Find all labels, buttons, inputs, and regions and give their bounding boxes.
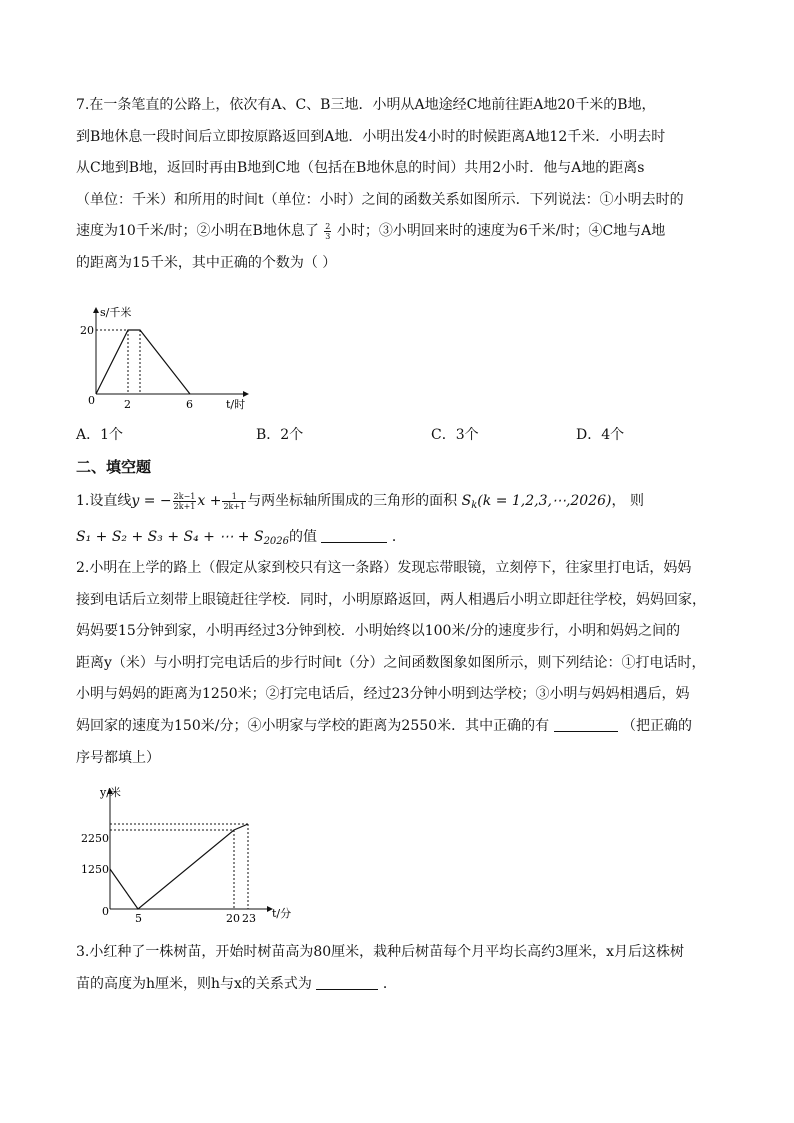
x-tick-label: 23 <box>242 912 256 925</box>
q7-line: 从C地到B地，返回时再由B地到C地（包括在B地休息的时间）共用2小时．他与A地的距离s <box>76 160 645 177</box>
question-7 <box>76 90 726 280</box>
q7-line5-part-a: 速度为10千米/时；②小明在B地休息了 <box>76 223 319 240</box>
q7-line5-part-b: 小时；③小明回来时的速度为6千米/时；④C地与A地 <box>336 223 666 240</box>
distance-line <box>96 330 190 394</box>
fill1-equation-mid: x + <box>197 493 222 509</box>
fill-question-3 <box>76 937 726 1000</box>
option-c[interactable]: C．3个 <box>431 427 479 443</box>
fill2-line: 2.小明在上学的路上（假定从家到校只有这一条路）发现忘带眼镜，立刻停下，往家里打电话，妈妈 <box>76 560 692 576</box>
option-b[interactable]: B．2个 <box>256 427 304 443</box>
fraction-numerator: 2k−1 <box>173 491 196 501</box>
fraction-numerator: 1 <box>222 492 246 502</box>
fill1-end: ． <box>391 528 406 545</box>
fill1-text: 与两坐标轴所围成的三角形的面积 <box>247 493 458 509</box>
fill1-fraction-2 <box>222 492 246 511</box>
distance-line <box>110 824 248 909</box>
fill2-line: 接到电话后立刻带上眼镜赶往学校．同时，小明原路返回，两人相遇后小明立即赶往学校，妈妈回家， <box>76 591 706 608</box>
fill2-line6-after: （把正确的 <box>621 717 692 734</box>
y-axis-label: y/米 <box>100 786 121 799</box>
q7-fraction-denominator: 3 <box>325 231 331 241</box>
fill-question-2 <box>76 553 726 774</box>
q7-line: 的距离为15千米，其中正确的个数为（ ） <box>76 254 337 271</box>
origin-label: 0 <box>88 394 95 407</box>
q7-fraction-numerator: 2 <box>325 221 331 231</box>
fill-question-1 <box>76 486 726 557</box>
x-axis-label: t/时 <box>226 398 246 411</box>
answer-blank[interactable] <box>554 717 618 732</box>
fill1-sum: S₁ + S₂ + S₃ + S₄ + ⋯ + S <box>76 528 264 545</box>
fill1-s-sub: k <box>471 500 478 511</box>
fill1-fraction-1 <box>173 492 197 511</box>
distance-time-graph-2 <box>76 783 316 925</box>
q7-line: 7.在一条笔直的公路上，依次有A、C、B三地．小明从A地途经C地前往距A地20千米的B地， <box>76 97 656 113</box>
fill2-line <box>76 711 726 743</box>
fill3-line <box>76 969 726 1001</box>
distance-time-graph-1 <box>76 302 266 414</box>
fill1-prefix: 1.设直线 <box>76 493 132 509</box>
origin-label: 0 <box>102 905 109 918</box>
q7-fraction <box>324 222 331 241</box>
fill1-equation-start: y = − <box>131 493 172 509</box>
x-axis-label: t/分 <box>272 907 292 920</box>
x-tick-label: 2 <box>124 398 131 411</box>
x-tick-label: 5 <box>135 912 142 925</box>
q7-line: （单位：千米）和所用的时间t（单位：小时）之间的函数关系如图所示．下列说法：①小明去时的 <box>76 191 684 208</box>
fill1-sum-sub: 2026 <box>263 535 290 547</box>
x-tick-label: 20 <box>226 912 240 925</box>
fill2-line: 距离y（米）与小明打完电话后的步行时间t（分）之间函数图象如图所示，则下列结论：①打电话时， <box>76 654 706 671</box>
fill1-sum-after: 的值 <box>289 528 318 545</box>
fill3-line2-text: 苗的高度为h厘米，则h与x的关系式为 <box>76 975 312 992</box>
fill1-range: (k = 1,2,3,⋯,2026) <box>477 493 612 509</box>
y-tick-label: 20 <box>80 324 94 337</box>
answer-options <box>76 424 756 444</box>
fraction-denominator: 2k+1 <box>223 501 246 511</box>
fill1-line2 <box>76 522 726 558</box>
fill2-line: 小明与妈妈的距离为1250米；②打完电话后，经过23分钟小明到达学校；③小明与妈妈相遇后，妈 <box>76 686 690 703</box>
fill3-line: 3.小红种了一株树苗，开始时树苗高为80厘米，栽种后树苗每个月平均长高约3厘米，x月后这株树 <box>76 944 684 960</box>
fill2-line: 妈妈要15分钟到家，小明再经过3分钟到校．小明始终以100米/分的速度步行，小明和妈妈之间的 <box>76 623 681 640</box>
option-d[interactable]: D．4个 <box>576 427 625 443</box>
fraction-denominator: 2k+1 <box>173 501 196 511</box>
answer-blank[interactable] <box>316 975 378 990</box>
answer-blank[interactable] <box>321 528 387 543</box>
y-tick-label: 2250 <box>81 832 109 845</box>
y-tick-label: 1250 <box>81 863 109 876</box>
q7-line: 到B地休息一段时间后立即按原路返回到A地．小明出发4小时的时候距离A地12千米．小明去时 <box>76 128 666 145</box>
fill2-line6-text: 妈回家的速度为150米/分；④小明家与学校的距离为2550米．其中正确的有 <box>76 717 550 734</box>
fill1-line1 <box>76 486 726 522</box>
option-a[interactable]: A．1个 <box>76 427 124 443</box>
y-axis-label: s/千米 <box>100 306 132 319</box>
x-tick-label: 6 <box>186 398 193 411</box>
fill2-line: 序号都填上） <box>76 749 160 766</box>
q7-line <box>76 216 726 248</box>
fill1-then: ， 则 <box>611 493 644 509</box>
section-title: 二、填空题 <box>76 458 152 476</box>
fill3-line2-end: ． <box>382 975 397 992</box>
fill1-s: S <box>461 493 472 509</box>
